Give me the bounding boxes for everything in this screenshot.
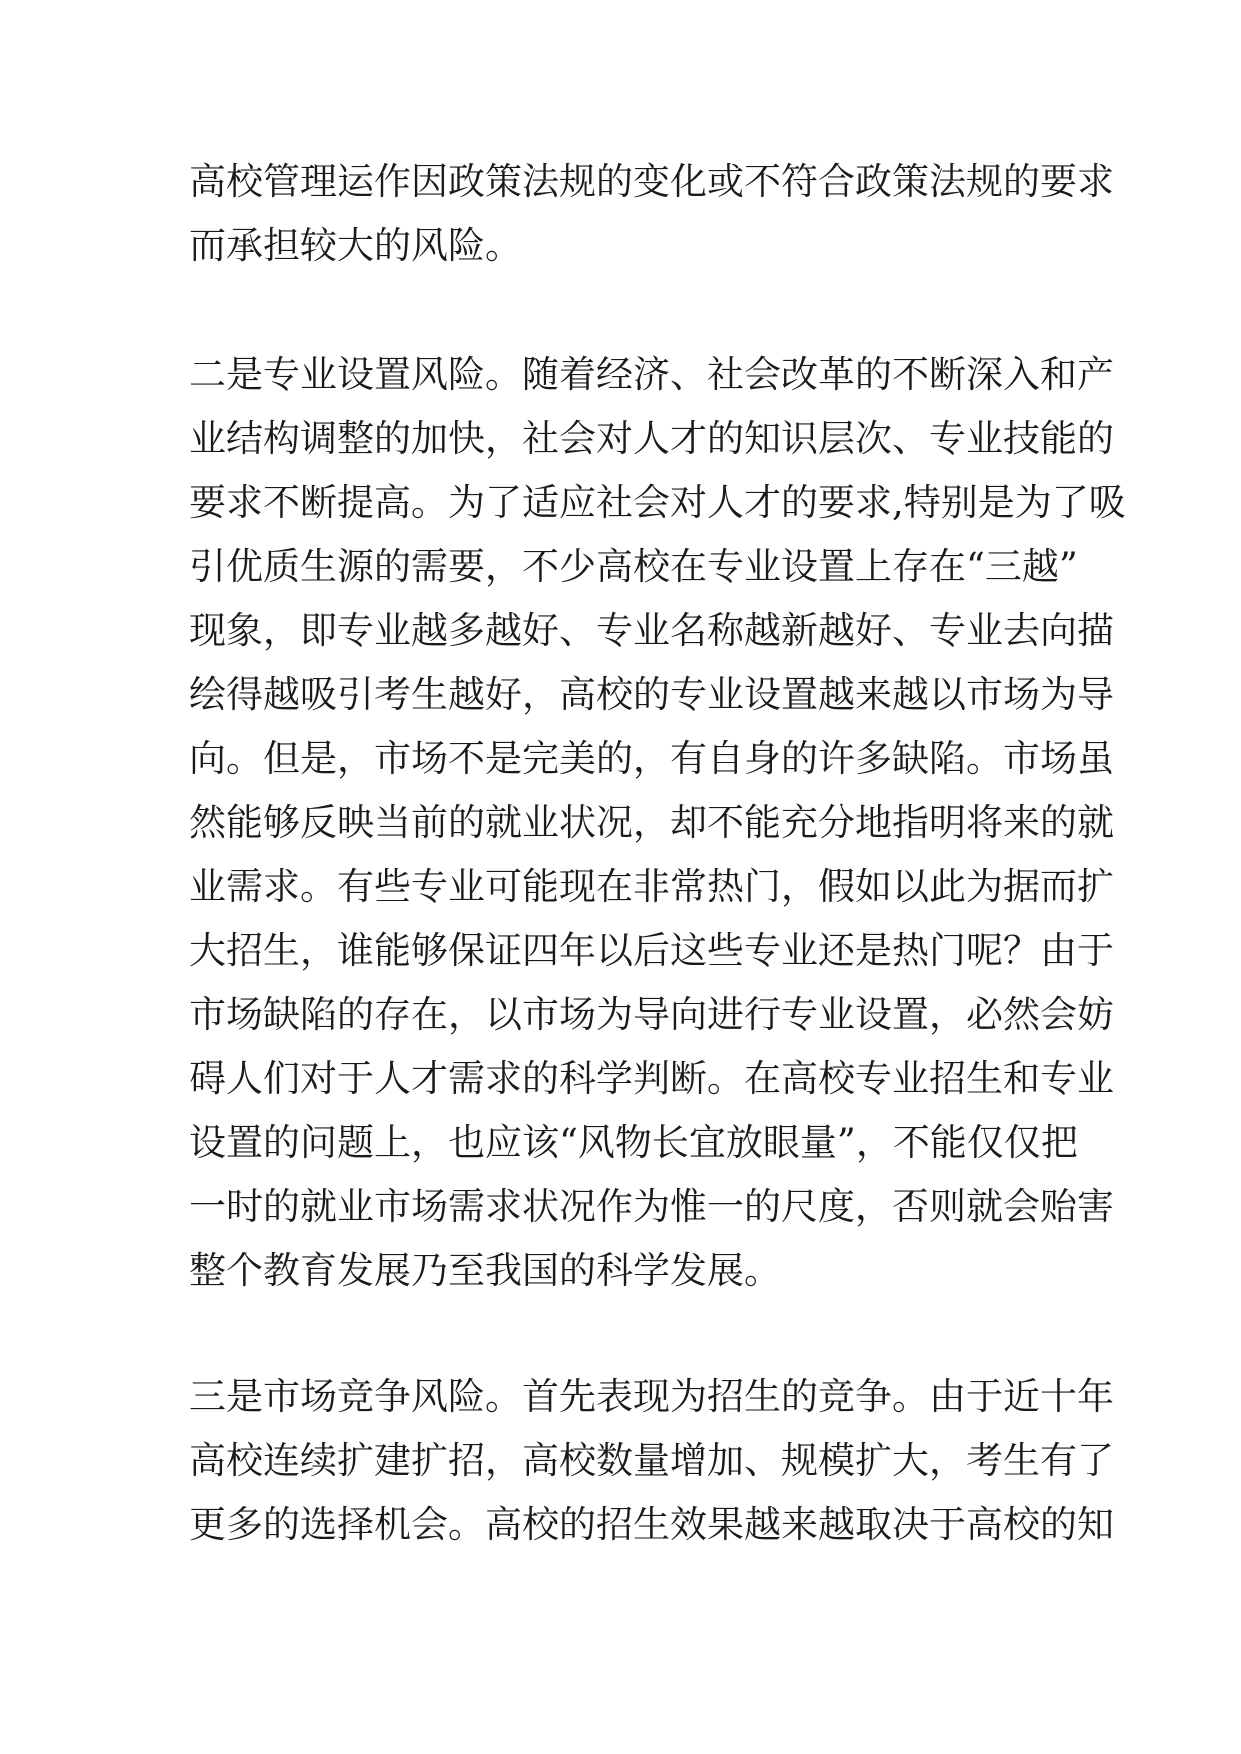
- text-line: 高校管理运作因政策法规的变化或不符合政策法规的要求: [189, 160, 1114, 203]
- text-line: 碍人们对于人才需求的科学判断。在高校专业招生和专业: [189, 1057, 1114, 1100]
- text-line: 业需求。有些专业可能现在非常热门，假如以此为据而扩: [189, 865, 1114, 908]
- text-line: 绘得越吸引考生越好，高校的专业设置越来越以市场为导: [189, 673, 1114, 716]
- text-line: 向。但是，市场不是完美的，有自身的许多缺陷。市场虽: [189, 737, 1114, 780]
- text-line: 二是专业设置风险。随着经济、社会改革的不断深入和产: [189, 353, 1114, 396]
- text-line: 现象，即专业越多越好、专业名称越新越好、专业去向描: [189, 609, 1114, 652]
- text-line: 要求不断提高。为了适应社会对人才的要求,特别是为了吸: [189, 481, 1126, 524]
- text-line: 而承担较大的风险。: [189, 224, 522, 267]
- text-line: 整个教育发展乃至我国的科学发展。: [189, 1249, 781, 1292]
- text-line: 市场缺陷的存在，以市场为导向进行专业设置，必然会妨: [189, 993, 1114, 1036]
- text-line: 然能够反映当前的就业状况，却不能充分地指明将来的就: [189, 801, 1114, 844]
- text-line: 设置的问题上，也应该“风物长宜放眼量”，不能仅仅把: [189, 1121, 1078, 1164]
- text-line: 业结构调整的加快，社会对人才的知识层次、专业技能的: [189, 417, 1114, 460]
- text-line: 高校连续扩建扩招，高校数量增加、规模扩大，考生有了: [189, 1439, 1114, 1482]
- text-line: 更多的选择机会。高校的招生效果越来越取决于高校的知: [189, 1503, 1114, 1546]
- text-line: 三是市场竞争风险。首先表现为招生的竞争。由于近十年: [189, 1375, 1114, 1418]
- text-line: 大招生，谁能够保证四年以后这些专业还是热门呢？由于: [189, 929, 1114, 972]
- text-line: 引优质生源的需要，不少高校在专业设置上存在“三越”: [189, 545, 1078, 588]
- text-line: 一时的就业市场需求状况作为惟一的尺度，否则就会贻害: [189, 1185, 1114, 1228]
